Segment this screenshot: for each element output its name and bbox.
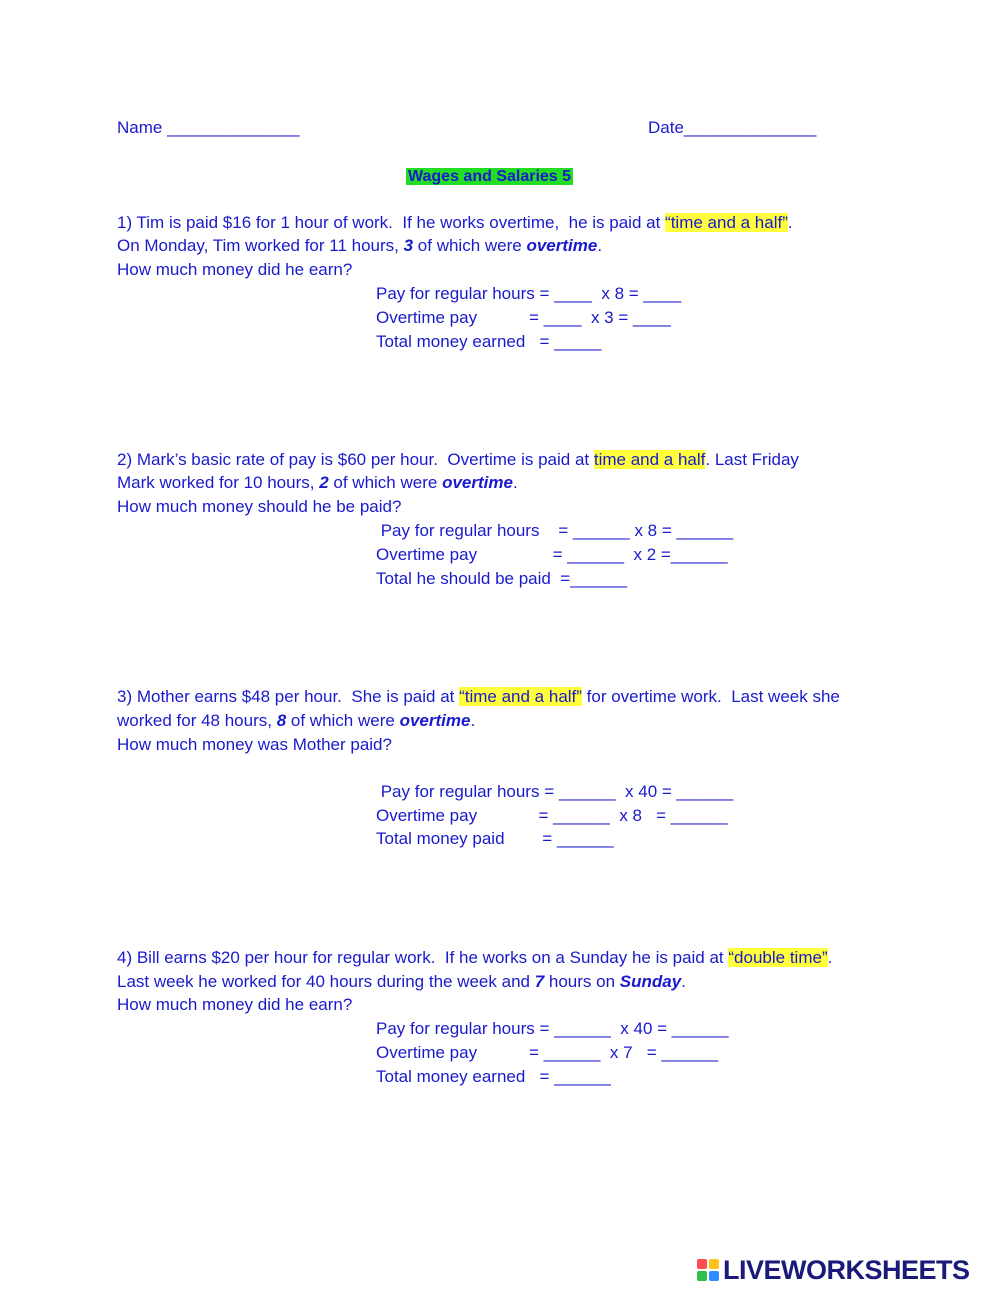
- q2-calc-overtime: Overtime pay = ______ x 2 =______: [376, 545, 728, 564]
- q3-line-2-text: worked for 48 hours,: [117, 711, 277, 730]
- name-field-label: Name ______________: [117, 118, 300, 137]
- q1-line-1-text: 1) Tim is paid $16 for 1 hour of work. If he works overtime, he is paid at: [117, 213, 666, 232]
- q3-line-2-mid: of which were: [286, 711, 400, 730]
- q2-calc-regular: Pay for regular hours = ______ x 8 = ______: [376, 521, 734, 540]
- q3-line-1-end: for overtime work. Last week she: [581, 687, 840, 706]
- logo-block-blue: [709, 1271, 719, 1281]
- liveworksheets-logo: [697, 1256, 970, 1284]
- logo-block-green: [697, 1271, 707, 1281]
- logo-block-yellow: [709, 1259, 719, 1269]
- q3-line-1-text: 3) Mother earns $48 per hour. She is paid at: [117, 687, 460, 706]
- q3-overtime-word: overtime: [399, 711, 471, 730]
- q1-calc-overtime: Overtime pay = ____ x 3 = ____: [376, 308, 671, 327]
- q3-line-1: [117, 687, 840, 707]
- q2-highlight: time and a half: [593, 450, 706, 469]
- logo-text: LIVEWORKSHEETS: [723, 1254, 970, 1285]
- q3-highlight: “time and a half”: [459, 687, 582, 706]
- q1-line-2: [117, 236, 602, 256]
- q2-overtime-word: overtime: [442, 473, 513, 492]
- q1-line-1-end: .: [787, 213, 793, 232]
- q4-line-1-text: 4) Bill earns $20 per hour for regular work. If he works on a Sunday he is paid at: [117, 948, 729, 967]
- q4-question: How much money did he earn?: [117, 995, 353, 1014]
- page-title-text: Wages and Salaries 5: [408, 168, 572, 185]
- q4-highlight: “double time”: [728, 948, 828, 967]
- q1-line-2-text: On Monday, Tim worked for 11 hours,: [117, 236, 404, 255]
- q2-line-1-end: . Last Friday: [705, 450, 799, 469]
- q3-question: How much money was Mother paid?: [117, 735, 392, 754]
- q4-sunday-hours: 7: [534, 972, 545, 991]
- q3-calc-overtime: Overtime pay = ______ x 8 = ______: [376, 806, 728, 825]
- q3-line-2-end: .: [470, 711, 476, 730]
- logo-blocks-icon: [697, 1259, 719, 1281]
- q1-question: How much money did he earn?: [117, 260, 353, 279]
- q4-line-2-text: Last week he worked for 40 hours during the week and: [117, 972, 535, 991]
- q2-line-2-end: .: [512, 473, 518, 492]
- q3-calc-total: Total money paid = ______: [376, 829, 614, 848]
- q1-line-1: [117, 213, 793, 233]
- q1-calc-regular: Pay for regular hours = ____ x 8 = ____: [376, 284, 682, 303]
- q3-overtime-hours: 8: [276, 711, 287, 730]
- q2-line-2: [117, 473, 518, 493]
- q4-line-2-end: .: [681, 972, 686, 991]
- q1-line-2-end: .: [597, 236, 603, 255]
- q2-line-1: [117, 450, 799, 470]
- q2-calc-total: Total he should be paid =______: [376, 569, 627, 588]
- q2-overtime-hours: 2: [319, 473, 329, 492]
- date-field-label: Date______________: [648, 118, 817, 137]
- q4-line-2-mid: hours on: [544, 972, 620, 991]
- page-title: [406, 166, 573, 187]
- q4-line-1-end: .: [827, 948, 833, 967]
- q1-line-2-mid: of which were: [413, 236, 527, 255]
- q1-calc-total: Total money earned = _____: [376, 332, 602, 351]
- q4-line-2: [117, 972, 686, 992]
- q1-overtime-hours: 3: [403, 236, 414, 255]
- q3-line-2: [117, 711, 475, 731]
- q1-overtime-word: overtime: [526, 236, 598, 255]
- q2-line-2-text: Mark worked for 10 hours,: [117, 473, 320, 492]
- q3-calc-regular: Pay for regular hours = ______ x 40 = ______: [376, 782, 734, 801]
- q4-calc-regular: Pay for regular hours = ______ x 40 = ______: [376, 1019, 729, 1038]
- q4-calc-overtime: Overtime pay = ______ x 7 = ______: [376, 1043, 719, 1062]
- q2-question: How much money should he be paid?: [117, 497, 402, 516]
- logo-block-red: [697, 1259, 707, 1269]
- q4-sunday-word: Sunday: [619, 972, 682, 991]
- q4-calc-total: Total money earned = ______: [376, 1067, 611, 1086]
- q4-line-1: [117, 948, 832, 968]
- q1-highlight: “time and a half”: [665, 213, 788, 232]
- q2-line-2-mid: of which were: [328, 473, 443, 492]
- q2-line-1-text: 2) Mark’s basic rate of pay is $60 per hour. Overtime is paid at: [117, 450, 594, 469]
